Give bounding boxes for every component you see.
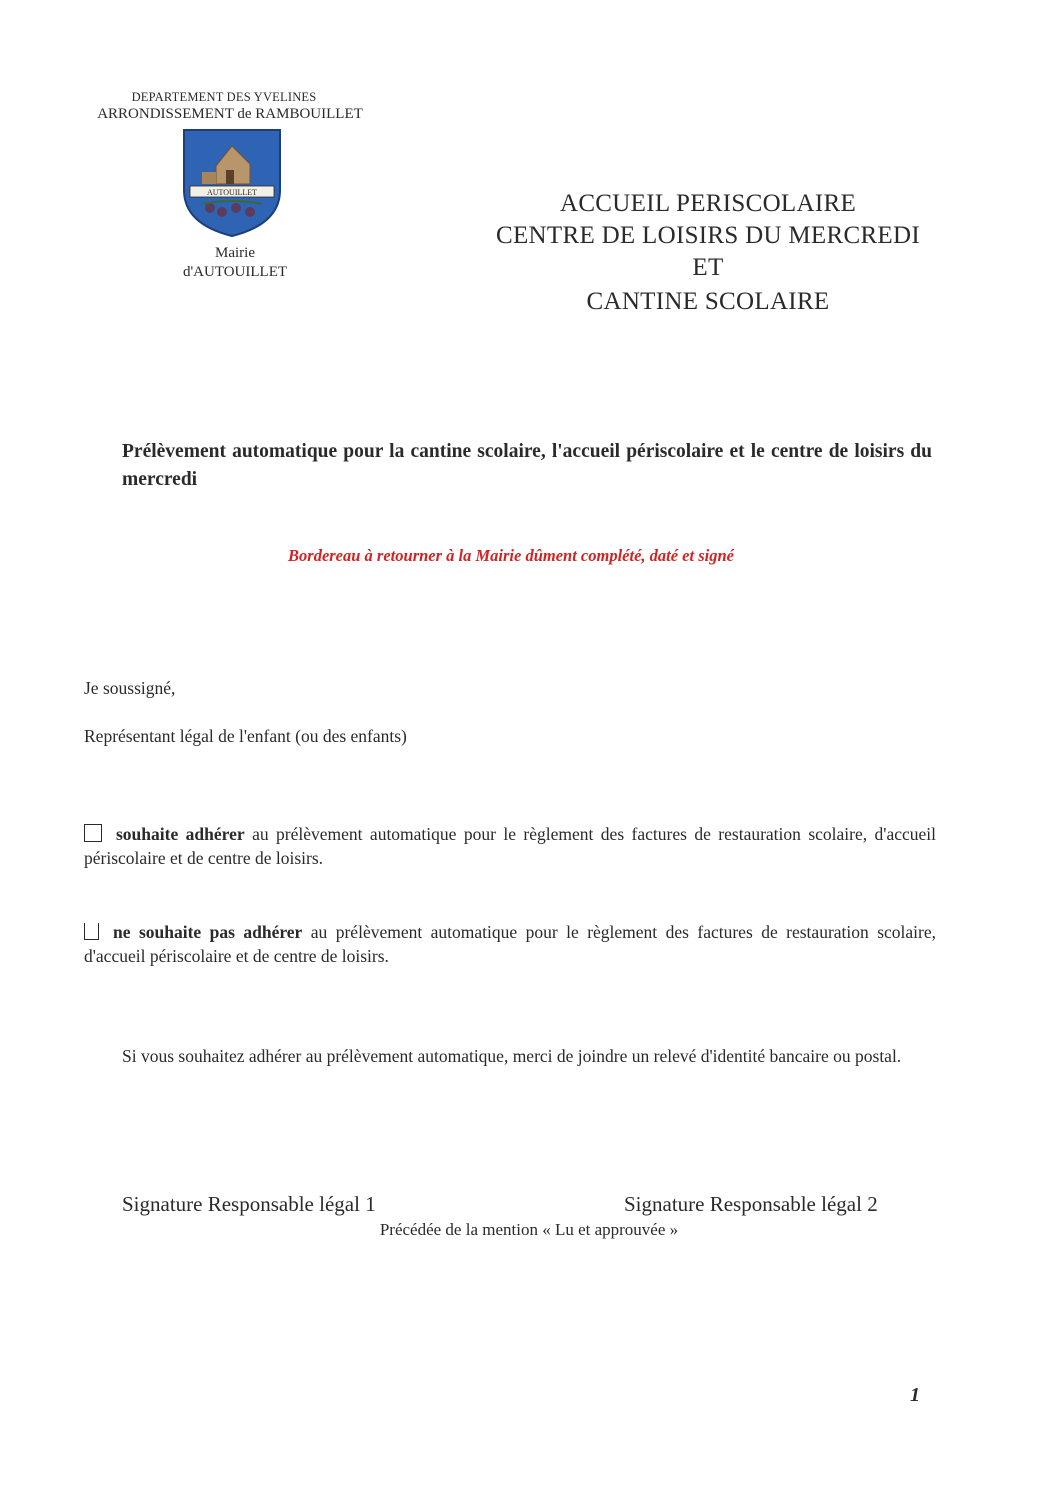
return-notice: Bordereau à retourner à la Mairie dûment complété, daté et signé	[288, 546, 734, 565]
option-adherer-text: au prélèvement automatique pour le règlement des factures de restauration scolaire, d'accueil périscolaire et de centre de loisirs.	[84, 824, 936, 868]
signature-responsable-1: Signature Responsable légal 1	[122, 1192, 376, 1216]
title-line-3: ET	[692, 254, 724, 281]
departement-label: DEPARTEMENT DES YVELINES	[131, 90, 317, 104]
mairie-line-2: d'AUTOUILLET	[182, 264, 288, 280]
ne-pas-adherer-checkbox[interactable]	[84, 923, 99, 940]
representant-text: Représentant légal de l'enfant (ou des enfants)	[84, 726, 407, 746]
title-line-1: ACCUEIL PERISCOLAIRE	[559, 190, 857, 217]
soussigne-text: Je soussigné,	[84, 678, 176, 698]
coat-of-arms-logo	[180, 128, 284, 238]
arrondissement-label: ARRONDISSEMENT de RAMBOUILLET	[97, 106, 363, 122]
mairie-line-1: Mairie	[215, 245, 255, 261]
signature-responsable-2: Signature Responsable légal 2	[624, 1192, 878, 1216]
option-adherer-bold: souhaite adhérer	[116, 824, 245, 844]
option-adherer	[84, 822, 936, 870]
rib-note: Si vous souhaitez adhérer au prélèvement automatique, merci de joindre un relevé d'identité bancaire ou postal.	[122, 1046, 902, 1066]
signature-mention: Précédée de la mention « Lu et approuvée »	[379, 1220, 679, 1239]
title-line-2: CENTRE DE LOISIRS DU MERCREDI	[496, 222, 920, 249]
document-subtitle: Prélèvement automatique pour la cantine scolaire, l'accueil périscolaire et le centre de loisirs du mercredi	[122, 441, 932, 490]
option-ne-pas-adherer-text: au prélèvement automatique pour le règlement des factures de restauration scolaire, d'accueil périscolaire et de centre de loisirs.	[84, 922, 936, 966]
option-ne-pas-adherer	[84, 920, 936, 968]
title-line-4: CANTINE SCOLAIRE	[586, 288, 830, 315]
crest-ribbon-text: AUTOUILLET	[206, 188, 258, 197]
adherer-checkbox[interactable]	[84, 824, 102, 842]
page-number: 1	[910, 1384, 920, 1406]
option-ne-pas-adherer-bold: ne souhaite pas adhérer	[113, 922, 303, 942]
